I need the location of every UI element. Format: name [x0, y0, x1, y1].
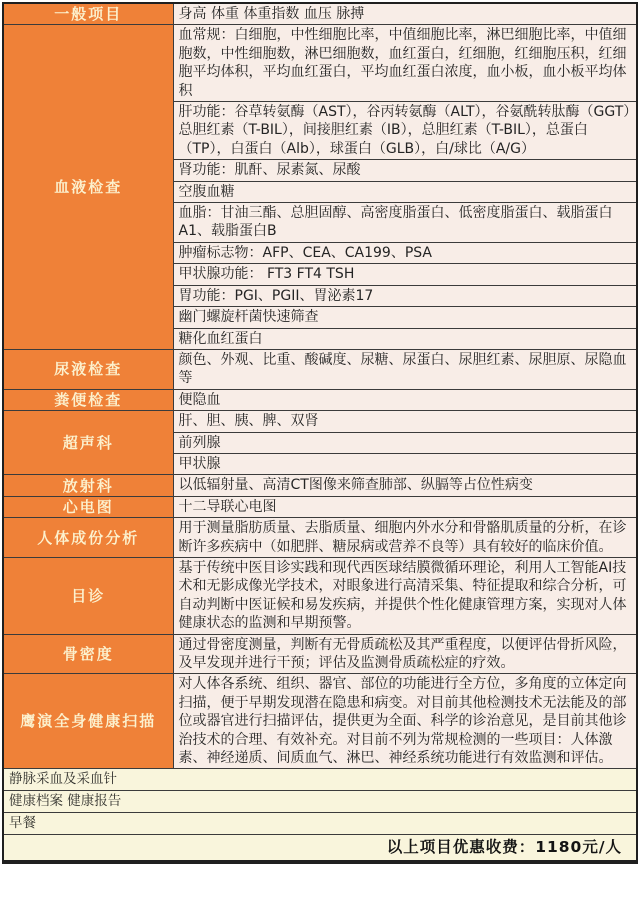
detail-cell: 基于传统中医目诊实践和现代西医球结膜微循环理论，利用人工智能AI技术和无影成像光学技术，对眼象进行高清采集、特征提取和综合分析，可自动判断中医证候和易发疾病，并提供个性化健康管理方案，实现对人体健康状态的监测和早期预警。: [173, 557, 637, 634]
detail-cell: 血常规：白细胞，中性细胞比率，中值细胞比率，淋巴细胞比率，中值细胞数，中性细胞数，淋巴细胞数，血红蛋白，红细胞，红细胞压积，红细胞平均体积，平均血红蛋白，平均血红蛋白浓度，血小板，血小板平均体积: [173, 25, 637, 102]
exam-package-table: [2, 2, 638, 864]
table-row: [3, 3, 637, 25]
category-radiology: 放射科: [3, 475, 173, 496]
detail-cell: 肝功能：谷草转氨酶（AST），谷丙转氨酶（ALT），谷氨酰转肽酶（GGT）总胆红素（T-BIL），间接胆红素（IB），总胆红素（T-BIL），总蛋白（TP），白蛋白（Alb），球蛋白（GLB），白/球比（A/G）: [173, 102, 637, 160]
detail-cell: 胃功能：PGI、PGII、胃泌素17: [173, 285, 637, 306]
category-body-composition: 人体成份分析: [3, 518, 173, 558]
table-row: [3, 349, 637, 389]
table-row: [3, 674, 637, 769]
detail-cell: 便隐血: [173, 389, 637, 410]
category-blood-test: 血液检查: [3, 25, 173, 350]
detail-cell: 颜色、外观、比重、酸碱度、尿糖、尿蛋白、尿胆红素、尿胆原、尿隐血等: [173, 349, 637, 389]
table-row: [3, 411, 637, 432]
table-row: [3, 813, 637, 835]
table-row: [3, 25, 637, 102]
category-ultrasound: 超声科: [3, 411, 173, 475]
category-bone-density: 骨密度: [3, 634, 173, 674]
table-row: [3, 769, 637, 791]
table-row: [3, 518, 637, 558]
price-total: 以上项目优惠收费：1180元/人: [3, 835, 637, 863]
category-ecg: 心电图: [3, 496, 173, 517]
category-urine-test: 尿液检查: [3, 349, 173, 389]
table-row: [3, 475, 637, 496]
detail-cell: 身高 体重 体重指数 血压 脉搏: [173, 3, 637, 25]
detail-cell: 血脂：甘油三酯、总胆固醇、高密度脂蛋白、低密度脂蛋白、载脂蛋白A1、载脂蛋白B: [173, 203, 637, 243]
footer-cell-breakfast: 早餐: [3, 813, 637, 835]
detail-cell: 糖化血红蛋白: [173, 328, 637, 349]
detail-cell: 用于测量脂肪质量、去脂质量、细胞内外水分和骨骼肌质量的分析，在诊断许多疾病中（如肥胖、糖尿病或营养不良等）具有较好的临床价值。: [173, 518, 637, 558]
table-row: [3, 496, 637, 517]
category-full-body-scan: 鹰演全身健康扫描: [3, 674, 173, 769]
detail-cell: 以低辐射量、高清CT图像来筛查肺部、纵膈等占位性病变: [173, 475, 637, 496]
detail-cell: 通过骨密度测量，判断有无骨质疏松及其严重程度，以便评估骨折风险，及早发现并进行干预；评估及监测骨质疏松症的疗效。: [173, 634, 637, 674]
category-stool-test: 粪便检查: [3, 389, 173, 410]
footer-cell-blood-draw: 静脉采血及采血针: [3, 769, 637, 791]
detail-cell: 十二导联心电图: [173, 496, 637, 517]
footer-cell-health-record: 健康档案 健康报告: [3, 791, 637, 813]
table-row: [3, 557, 637, 634]
detail-cell: 对人体各系统、组织、器官、部位的功能进行全方位，多角度的立体定向扫描，便于早期发现潜在隐患和病变。对目前其他检测技术无法能及的部位或器官进行扫描评估，提供更为全面、科学的诊治意见，是目前其他诊治技术的合理、有效补充。对目前不列为常规检测的一些项目：人体激素、神经递质、间质血气、淋巴、神经系统功能进行有效监测和评估。: [173, 674, 637, 769]
detail-cell: 甲状腺: [173, 453, 637, 474]
table-row: [3, 791, 637, 813]
detail-cell: 前列腺: [173, 432, 637, 453]
detail-cell: 肾功能：肌酐、尿素氮、尿酸: [173, 160, 637, 181]
detail-cell: 肝、胆、胰、脾、双肾: [173, 411, 637, 432]
detail-cell: 甲状腺功能： FT3 FT4 TSH: [173, 264, 637, 285]
detail-cell: 空腹血糖: [173, 181, 637, 202]
category-general-items: 一般项目: [3, 3, 173, 25]
category-eye-diagnosis: 目诊: [3, 557, 173, 634]
table-row: [3, 634, 637, 674]
table-row: [3, 835, 637, 863]
detail-cell: 肿瘤标志物：AFP、CEA、CA199、PSA: [173, 242, 637, 263]
detail-cell: 幽门螺旋杆菌快速筛查: [173, 307, 637, 328]
table-row: [3, 389, 637, 410]
